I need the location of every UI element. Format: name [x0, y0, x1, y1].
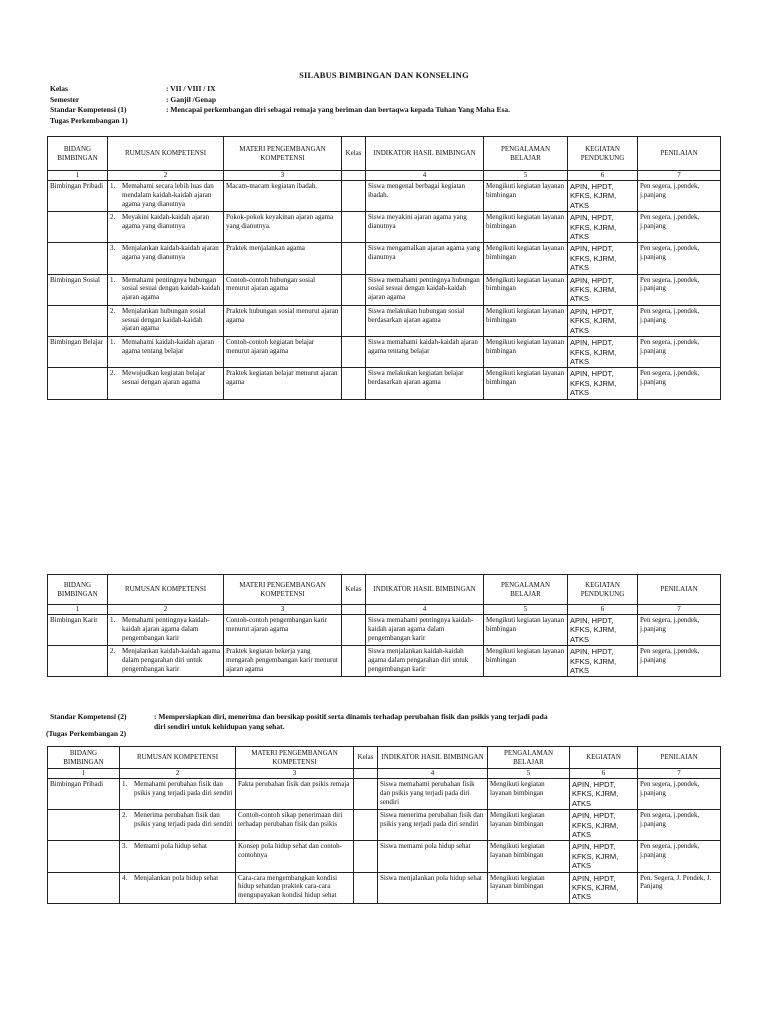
bidang-cell: Bimbingan Belajar	[48, 337, 108, 368]
penilaian-cell: Pen segera, j.pendek, j.panjang	[638, 181, 721, 212]
table-row	[48, 274, 721, 305]
rumusan-text: Menjalankan hubungan sosial sesuai dengan kaidah-kaidah ajaran agama	[122, 306, 206, 333]
rumusan-cell	[108, 212, 224, 243]
col-number: 2	[108, 171, 224, 181]
sk1-value: : Mencapai perkembangan diri sebagai remaja yang beriman dan bertaqwa kepada Tuhan Yang Maha Esa.	[166, 105, 511, 114]
kegiatan-cell: APIN, HPDT, KFKS, KJRM, ATKS	[568, 368, 638, 399]
item-number: 2.	[122, 811, 128, 820]
rumusan-text: Memahami secara lebih luas dan mendalam kaidah-kaidah ajaran agama yang dianutnya	[122, 182, 214, 208]
col-number: 6	[568, 171, 638, 181]
col-number: 5	[484, 171, 568, 181]
rumusan-cell	[108, 305, 224, 336]
bidang-cell	[48, 243, 108, 274]
item-number: 1.	[110, 338, 116, 347]
materi-cell: Konsep pola hidup sehat dan contoh-contohnya	[236, 841, 354, 872]
rumusan-cell	[120, 779, 236, 810]
pengalaman-cell: Mengikuti kegiatan layanan bimbingan	[484, 646, 568, 677]
materi-cell: Contoh-contoh hubungan sosial menurut ajaran agama	[224, 274, 342, 305]
table-row	[48, 872, 721, 903]
materi-cell: Cara-cara mengembangkan kondisi hidup sehatdan praktek cara-cara mengupayakan kondisi hidup sehat	[236, 872, 354, 903]
bidang-cell	[48, 841, 120, 872]
penilaian-cell: Pen segera, j.pendek, j.panjang	[638, 212, 721, 243]
rumusan-text: Memami pola hidup sehat	[134, 842, 207, 851]
kelas-cell	[342, 212, 366, 243]
rumusan-text: Mewujudkan kegiatan belajar sesuai dengan ajaran agama	[122, 369, 206, 387]
kegiatan-cell: APIN, HPDT, KFKS, KJRM, ATKS	[568, 181, 638, 212]
materi-cell: Contoh-contoh sikap penerimaan diri terhadap perubahan fisik dan psikis	[236, 810, 354, 841]
rumusan-cell	[108, 337, 224, 368]
sk1-label: Standar Kompetensi (1)	[50, 105, 127, 114]
kelas-cell	[342, 615, 366, 646]
bidang-cell: Bimbingan Pribadi	[48, 779, 120, 810]
col-number: 4	[366, 171, 484, 181]
header-pengalaman: PENGALAMAN BELAJAR	[484, 137, 568, 171]
rumusan-text: Menjalankan pola hidup sehat	[134, 873, 219, 882]
table-row	[48, 337, 721, 368]
tp1-label: Tugas Perkembangan 1)	[50, 116, 128, 125]
item-number: 1.	[110, 275, 116, 284]
col-number: 1	[48, 605, 108, 615]
sk2-label: Standar Kompetensi (2)	[50, 712, 127, 721]
col-number: 6	[570, 769, 638, 779]
col-number: 2	[120, 769, 236, 779]
bidang-cell	[48, 646, 108, 677]
kelas-cell	[354, 810, 378, 841]
rumusan-text: Memahami perubahan fisik dan psikis yang terjadi pada diri sendiri	[134, 780, 233, 797]
tugas-perkembangan-2: (Tugas Perkembangan 2)	[46, 729, 127, 738]
rumusan-cell	[120, 872, 236, 903]
indikator-cell: Siswa memahami perubahan fisik dan psikis yang terjadi pada diri sendiri	[378, 779, 488, 810]
header-materi: MATERI PENGEMBANGAN KOMPETENSI	[224, 575, 342, 605]
kelas-value: : VII / VIII / IX	[166, 84, 216, 93]
bidang-cell	[48, 872, 120, 903]
kegiatan-cell: APIN, HPDT, KFKS, KJRM, ATKS	[568, 337, 638, 368]
header-materi: MATERI PENGEMBANGAN KOMPETENSI	[224, 137, 342, 171]
table-row	[48, 810, 721, 841]
kegiatan-cell: APIN, HPDT, KFKS, KJRM, ATKS	[568, 646, 638, 677]
pengalaman-cell: Mengikuti kegiatan layanan bimbingan	[484, 337, 568, 368]
materi-cell: Praktek kegiatan bekerja yang mengarah pengembangan karir menurut ajaran agama	[224, 646, 342, 677]
table-row	[48, 368, 721, 399]
number-row	[48, 605, 721, 615]
col-number: 7	[638, 769, 721, 779]
kegiatan-cell: APIN, HPDT, KFKS, KJRM, ATKS	[570, 779, 638, 810]
header-materi: MATERI PENGEMBANGAN KOMPETENSI	[236, 747, 354, 769]
header-rumusan: RUMUSAN KOMPETENSI	[120, 747, 236, 769]
bidang-cell: Bimbingan Karir	[48, 615, 108, 646]
col-number: 4	[378, 769, 488, 779]
meta-standar-kompetensi-1	[50, 105, 510, 115]
header-indikator: INDIKATOR HASIL BIMBINGAN	[366, 575, 484, 605]
kegiatan-cell: APIN, HPDT, KFKS, KJRM, ATKS	[568, 243, 638, 274]
kelas-cell	[342, 646, 366, 677]
header-indikator: INDIKATOR HASIL BIMBINGAN	[378, 747, 488, 769]
kegiatan-cell: APIN, HPDT, KFKS, KJRM, ATKS	[570, 810, 638, 841]
table-row	[48, 243, 721, 274]
table-row	[48, 841, 721, 872]
indikator-cell: Siswa menerima perubahan fisik dan psikis yang terjadi pada diri sendiri	[378, 810, 488, 841]
kelas-cell	[342, 368, 366, 399]
rumusan-cell	[108, 274, 224, 305]
rumusan-cell	[120, 841, 236, 872]
header-indikator: INDIKATOR HASIL BIMBINGAN	[366, 137, 484, 171]
penilaian-cell: Pen segera, j.pendek, j.panjang	[638, 243, 721, 274]
kelas-cell	[354, 872, 378, 903]
header-row	[48, 575, 721, 605]
bidang-cell	[48, 305, 108, 336]
col-number: 5	[488, 769, 570, 779]
rumusan-text: Memahami pentingnya hubungan sosial sesuai dengan kaidah-kaidah ajaran agama	[122, 275, 221, 302]
bidang-cell	[48, 810, 120, 841]
col-number	[342, 605, 366, 615]
indikator-cell: Siswa meyakini ajaran agama yang dianutnya	[366, 212, 484, 243]
kegiatan-cell: APIN, HPDT, KFKS, KJRM, ATKS	[568, 615, 638, 646]
header-pengalaman: PENGALAMAN BELAJAR	[484, 575, 568, 605]
penilaian-cell: Pen segera, j.pendek, j.panjang	[638, 615, 721, 646]
bidang-cell: Bimbingan Pribadi	[48, 181, 108, 212]
col-number: 3	[224, 605, 342, 615]
penilaian-cell: Pen segera, j.pendek, j.panjang	[638, 305, 721, 336]
penilaian-cell: Pen segera, j.pendek, j.panjang	[638, 779, 721, 810]
col-number: 3	[236, 769, 354, 779]
header-row	[48, 747, 721, 769]
sk2-value: : Mempersiapkan diri, menerima dan bersikap positif serta dinamis terhadap perubahan fisik dan psikis yang terjadi pada diri sendiri untuk kehidupan yang sehat.	[154, 712, 548, 731]
pengalaman-cell: Mengikuti kegiatan layanan bimbingan	[488, 779, 570, 810]
col-number: 1	[48, 171, 108, 181]
pengalaman-cell: Mengikuti kegiatan layanan bimbingan	[488, 841, 570, 872]
kelas-cell	[342, 243, 366, 274]
indikator-cell: Siswa menjalankan pola hidup sehat	[378, 872, 488, 903]
kelas-cell	[342, 305, 366, 336]
rumusan-text: Memahami pentingnya kaidah-kaidah ajaran agama dalam pengembangan karir	[122, 616, 210, 642]
semester-value: : Ganjil /Genap	[166, 95, 217, 104]
rumusan-cell	[120, 810, 236, 841]
header-penilaian: PENILAIAN	[638, 747, 721, 769]
pengalaman-cell: Mengikuti kegiatan layanan bimbingan	[484, 615, 568, 646]
item-number: 2.	[110, 213, 116, 222]
meta-kelas	[50, 84, 216, 94]
bidang-cell	[48, 368, 108, 399]
item-number: 1.	[110, 182, 116, 190]
rumusan-cell	[108, 243, 224, 274]
kegiatan-cell: APIN, HPDT, KFKS, KJRM, ATKS	[568, 305, 638, 336]
rumusan-text: Menjalankan kaidah-kaidah agama dalam pengarahan diri untuk pengembangan karir	[122, 647, 220, 673]
item-number: 3.	[122, 842, 128, 851]
header-bidang: BIDANG BIMBINGAN	[48, 137, 108, 171]
col-number: 5	[484, 605, 568, 615]
indikator-cell: Siswa mengenal berbagai kegiatan ibadah.	[366, 181, 484, 212]
item-number: 1.	[110, 616, 116, 624]
kegiatan-cell: APIN, HPDT, KFKS, KJRM, ATKS	[570, 872, 638, 903]
materi-cell: Praktek kegiatan belajar menurut ajaran agama	[224, 368, 342, 399]
meta-semester	[50, 95, 216, 105]
col-number: 7	[638, 605, 721, 615]
header-kegiatan: KEGIATAN	[570, 747, 638, 769]
table-row	[48, 779, 721, 810]
rumusan-cell	[108, 181, 224, 212]
kegiatan-cell: APIN, HPDT, KFKS, KJRM, ATKS	[568, 274, 638, 305]
kegiatan-cell: APIN, HPDT, KFKS, KJRM, ATKS	[568, 212, 638, 243]
syllabus-table-1	[47, 136, 721, 400]
col-number	[354, 769, 378, 779]
penilaian-cell: Pen. Segera, J. Pendek, J. Panjang	[638, 872, 721, 903]
kelas-label: Kelas	[50, 84, 68, 93]
table-row	[48, 646, 721, 677]
syllabus-table-2	[47, 574, 721, 677]
col-number: 7	[638, 171, 721, 181]
header-kelas: Kelas	[354, 747, 378, 769]
table-row	[48, 615, 721, 646]
col-number	[342, 171, 366, 181]
indikator-cell: Siswa melakukan hubungan sosial berdasarkan ajaran agama	[366, 305, 484, 336]
table-row	[48, 181, 721, 212]
materi-cell: Praktek hubungan sosial menurut ajaran agama	[224, 305, 342, 336]
materi-cell: Macam-macam kegiatan ibadah.	[224, 181, 342, 212]
rumusan-cell	[108, 368, 224, 399]
header-bidang: BIDANG BIMBINGAN	[48, 575, 108, 605]
kelas-cell	[342, 181, 366, 212]
header-row	[48, 137, 721, 171]
header-kegiatan: KEGIATAN PENDUKUNG	[568, 575, 638, 605]
indikator-cell: Siswa memami pola hidup sehat	[378, 841, 488, 872]
kelas-cell	[342, 337, 366, 368]
materi-cell: Contoh-contoh pengembangan karir menurut ajaran agama	[224, 615, 342, 646]
col-number: 1	[48, 769, 120, 779]
pengalaman-cell: Mengikuti kegiatan layanan bimbingan	[484, 274, 568, 305]
materi-cell: Contoh-contoh kegiatan belajar menurut ajaran agama	[224, 337, 342, 368]
indikator-cell: Siswa melakukan kegiatan belajar berdasarkan ajaran agama	[366, 368, 484, 399]
header-kelas: Kelas	[342, 575, 366, 605]
bidang-cell	[48, 212, 108, 243]
penilaian-cell: Pen segera, j.pendek, j.panjang	[638, 274, 721, 305]
pengalaman-cell: Mengikuti kegiatan layanan bimbingan	[484, 305, 568, 336]
penilaian-cell: Pen segera, j.pendek, j.panjang	[638, 646, 721, 677]
header-rumusan: RUMUSAN KOMPETENSI	[108, 137, 224, 171]
col-number: 3	[224, 171, 342, 181]
number-row	[48, 769, 721, 779]
header-penilaian: PENILAIAN	[638, 137, 721, 171]
semester-label: Semester	[50, 95, 80, 104]
item-number: 1.	[122, 780, 128, 788]
penilaian-cell: Pen segera, j.pendek, j.panjang	[638, 368, 721, 399]
rumusan-text: Menerima perubahan fisik dan psikis yang terjadi pada diri sendiri	[134, 811, 233, 829]
materi-cell: Praktek menjalankan agama	[224, 243, 342, 274]
pengalaman-cell: Mengikuti kegiatan layanan bimbingan	[484, 212, 568, 243]
item-number: 2.	[110, 647, 116, 656]
table-row	[48, 212, 721, 243]
header-rumusan: RUMUSAN KOMPETENSI	[108, 575, 224, 605]
rumusan-cell	[108, 615, 224, 646]
rumusan-text: Meyakini kaidah-kaidah ajaran agama yang dianutnya	[122, 213, 210, 231]
bidang-cell: Bimbingan Sosial	[48, 274, 108, 305]
kelas-cell	[354, 779, 378, 810]
document-title: SILABUS BIMBINGAN DAN KONSELING	[299, 70, 469, 80]
header-pengalaman: PENGALAMAN BELAJAR	[488, 747, 570, 769]
number-row	[48, 171, 721, 181]
table-row	[48, 305, 721, 336]
header-kelas: Kelas	[342, 137, 366, 171]
rumusan-text: Menjalankan kaidah-kaidah ajaran agama yang dianutnya	[122, 244, 219, 262]
meta-tugas-perkembangan-1	[50, 116, 166, 126]
col-number: 2	[108, 605, 224, 615]
col-number: 6	[568, 605, 638, 615]
pengalaman-cell: Mengikuti kegiatan layanan bimbingan	[484, 181, 568, 212]
item-number: 4.	[122, 873, 128, 882]
pengalaman-cell: Mengikuti kegiatan layanan bimbingan	[484, 243, 568, 274]
indikator-cell: Siswa memahami pentingnya hubungan sosial sesuai dengan kaidah-kaidah ajaran agama	[366, 274, 484, 305]
penilaian-cell: Pen segera, j.pendek, j.panjang	[638, 337, 721, 368]
pengalaman-cell: Mengikuti kegiatan layanan bimbingan	[488, 810, 570, 841]
col-number: 4	[366, 605, 484, 615]
indikator-cell: Siswa mengamalkan ajaran agama yang dianutnya	[366, 243, 484, 274]
indikator-cell: Siswa memahami kaidah-kaidah ajaran agama tentang belajar	[366, 337, 484, 368]
header-bidang: BIDANG BIMBINGAN	[48, 747, 120, 769]
materi-cell: Fakta perubahan fisik dan psikis remaja	[236, 779, 354, 810]
item-number: 2.	[110, 369, 116, 378]
pengalaman-cell: Mengikuti kegiatan layanan bimbingan	[484, 368, 568, 399]
pengalaman-cell: Mengikuti kegiatan layanan bimbingan	[488, 872, 570, 903]
header-penilaian: PENILAIAN	[638, 575, 721, 605]
rumusan-text: Memahami kaidah-kaidah ajaran agama tentang belajar	[122, 338, 215, 355]
item-number: 2.	[110, 306, 116, 315]
kelas-cell	[354, 841, 378, 872]
materi-cell: Pokok-pokok keyakinan ajaran agama yang dianutnya.	[224, 212, 342, 243]
kegiatan-cell: APIN, HPDT, KFKS, KJRM, ATKS	[570, 841, 638, 872]
indikator-cell: Siswa memahami pentingnya kaidah-kaidah ajaran agama dalam pengembangan karir	[366, 615, 484, 646]
penilaian-cell: Pen segera, j.pendek, j.panjang	[638, 841, 721, 872]
item-number: 3.	[110, 244, 116, 253]
syllabus-table-3	[47, 746, 721, 904]
kelas-cell	[342, 274, 366, 305]
indikator-cell: Siswa menjalankan kaidah-kaidah agama dalam pengarahan diri untuk pengembangan karir	[366, 646, 484, 677]
rumusan-cell	[108, 646, 224, 677]
penilaian-cell: Pen segera, j.pendek, j.panjang	[638, 810, 721, 841]
header-kegiatan: KEGIATAN PENDUKUNG	[568, 137, 638, 171]
